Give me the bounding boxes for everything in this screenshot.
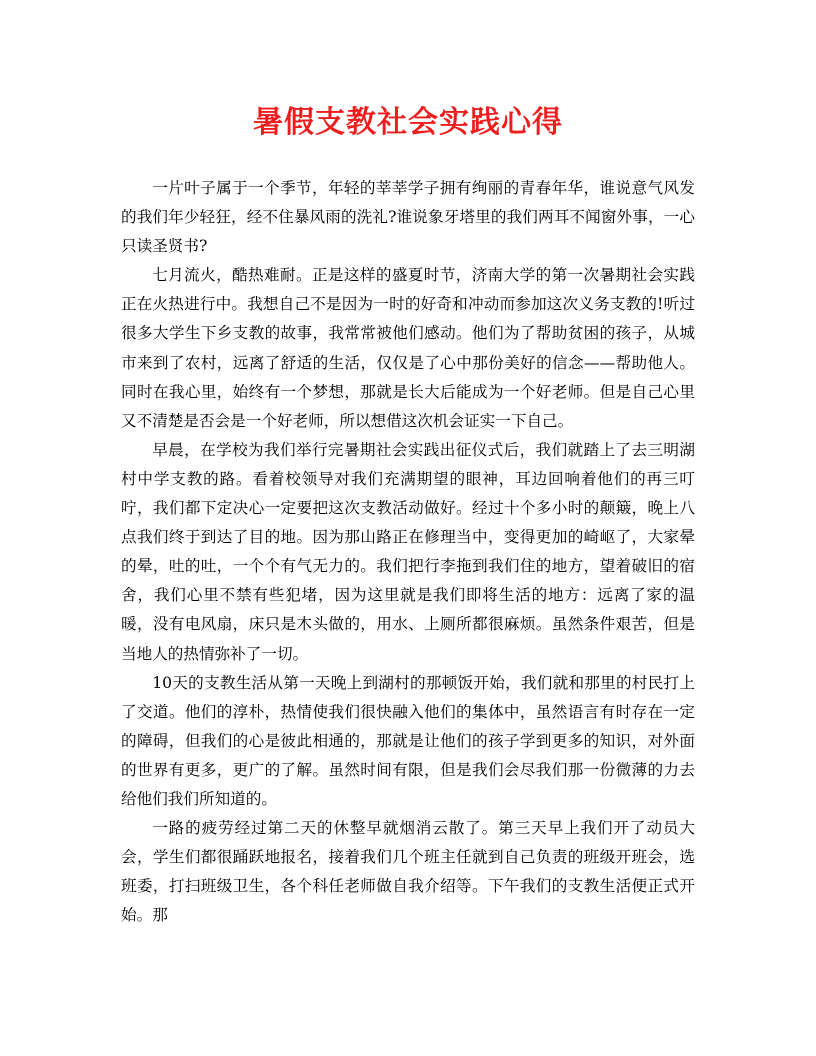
paragraph: 早晨，在学校为我们举行完暑期社会实践出征仪式后，我们就踏上了去三明湖村中学支教的路。看着校领导对我们充满期望的眼神，耳边回响着他们的再三叮咛，我们都下定决心一定要把这次支教活动做好。经过十个多小时的颠簸，晚上八点我们终于到达了目的地。因为那山路正在修理当中，变得更加的崎岖了，大家晕的晕，吐的吐，一个个有气无力的。我们把行李拖到我们住的地方，望着破旧的宿舍，我们心里不禁有些犯堵，因为这里就是我们即将生活的地方：远离了家的温暖，没有电风扇，床只是木头做的，用水、上厕所都很麻烦。虽然条件艰苦，但是当地人的热情弥补了一切。 <box>121 440 695 663</box>
paragraph: 一片叶子属于一个季节，年轻的莘莘学子拥有绚丽的青春年华，谁说意气风发的我们年少轻狂，经不住暴风雨的洗礼?谁说象牙塔里的我们两耳不闻窗外事，一心只读圣贤书? <box>121 179 695 256</box>
document-title: 暑假支教社会实践心得 <box>253 105 563 140</box>
paragraph: 10天的支教生活从第一天晚上到湖村的那顿饭开始，我们就和那里的村民打上了交道。他们的淳朴，热情使我们很快融入他们的集体中，虽然语言有时存在一定的障碍，但我们的心是彼此相通的，那就是让他们的孩子学到更多的知识，对外面的世界有更多，更广的了解。虽然时间有限，但是我们会尽我们那一份微薄的力去给他们我们所知道的。 <box>121 673 695 808</box>
document-body <box>121 174 695 930</box>
paragraph: 一路的疲劳经过第二天的休整早就烟消云散了。第三天早上我们开了动员大会，学生们都很踊跃地报名，接着我们几个班主任就到自己负责的班级开班会，选班委，打扫班级卫生，各个科任老师做自我介绍等。下午我们的支教生活便正式开始。那 <box>121 819 695 925</box>
paragraph: 七月流火，酷热难耐。正是这样的盛夏时节，济南大学的第一次暑期社会实践正在火热进行中。我想自己不是因为一时的好奇和冲动而参加这次义务支教的!听过很多大学生下乡支教的故事，我常常被他们感动。他们为了帮助贫困的孩子，从城市来到了农村，远离了舒适的生活，仅仅是了心中那份美好的信念——帮助他人。同时在我心里，始终有一个梦想，那就是长大后能成为一个好老师。但是自己心里又不清楚是否会是一个好老师，所以想借这次机会证实一下自己。 <box>121 266 695 430</box>
